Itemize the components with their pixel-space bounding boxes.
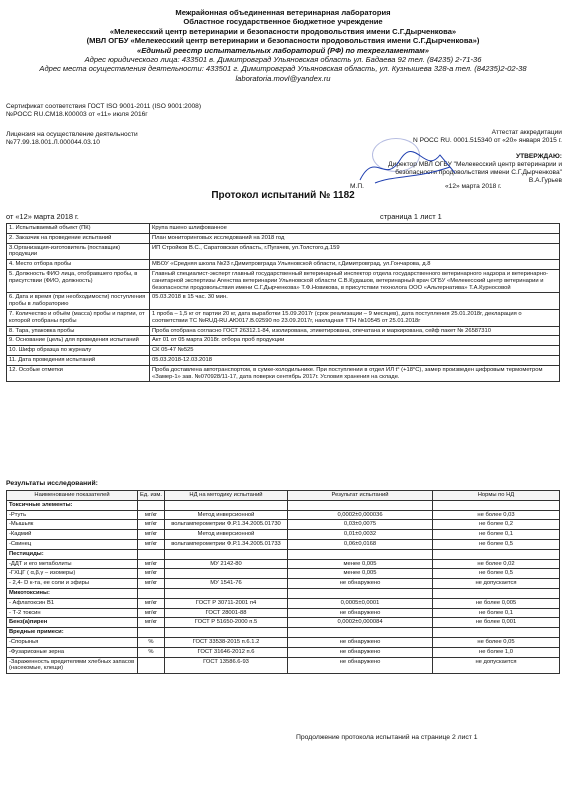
table-row (7, 559, 560, 569)
result-value (288, 549, 433, 559)
approval-date: «12» марта 2018 г. (445, 183, 502, 190)
table-row (7, 243, 560, 260)
lab-header (0, 8, 566, 83)
result-value: 0,03±0,0075 (288, 520, 433, 530)
header-line-6: Адрес юридического лица: 433501 в. Димитровград Ульяновская область ул. Бадаева 92 тел. (84235) 2-71-36 (84, 55, 482, 65)
table-row (7, 608, 560, 618)
result-method: МУ 2142-80 (165, 559, 288, 569)
result-value: 0,0002±0,000036 (288, 510, 433, 520)
table-row (7, 598, 560, 608)
result-norm: не более 0,1 (433, 608, 560, 618)
result-indicator: Вредные примеси: (7, 628, 138, 638)
result-method: МУ 1541-76 (165, 579, 288, 589)
page-number: страница 1 лист 1 (380, 212, 442, 221)
table-row (7, 569, 560, 579)
result-unit (138, 588, 165, 598)
result-indicator: Токсичные элементы: (7, 500, 138, 510)
result-norm: не более 0,2 (433, 520, 560, 530)
result-unit: мг/кг (138, 530, 165, 540)
result-unit (138, 628, 165, 638)
result-norm: не более 0,001 (433, 618, 560, 628)
result-indicator: - 2,4- D к-та, ее соли и эфиры (7, 579, 138, 589)
approval-name: В.А.Гурьев (528, 177, 562, 184)
continuation-note: Продолжение протокола испытаний на странице 2 лист 1 (296, 734, 478, 741)
table-row (7, 269, 560, 292)
sample-info-table (6, 223, 560, 382)
table-row (7, 326, 560, 336)
accreditation-line-1: Аттестат аккредитации (491, 129, 562, 136)
info-label: 8. Тара, упаковка пробы (7, 326, 150, 336)
info-value: Проба доставлена автотранспортом, в сумке-холодильнике. При поступлении в отдел ИЛ t° (+18°С), замер произведен цифровым термометром «Замер-1» зав. №070928/11-17, дата поверки сентябрь 2017г. Условия хранения на складе. (150, 365, 560, 382)
info-label: 4. Место отбора пробы (7, 260, 150, 270)
result-method: вольтамперометрии Ф.Р.1.34.2005.01730 (165, 520, 288, 530)
result-indicator: - Афлатоксин В1 (7, 598, 138, 608)
result-norm (433, 500, 560, 510)
result-value: не обнаружено (288, 647, 433, 657)
table-row (7, 336, 560, 346)
mp-label: М.П. (350, 183, 364, 190)
table-row (7, 346, 560, 356)
header-line-3: «Мелекесский центр ветеринарии и безопасности продовольствия имени С.Г.Дырченкова» (109, 26, 457, 36)
table-row (7, 657, 560, 674)
license-line-2: №77.99.18.001.Л.000044.03.10 (6, 139, 100, 146)
sample-info-body (7, 224, 560, 382)
info-value: Проба отобрана согласно ГОСТ 26312.1-84, изолирована, этикетирована, опечатана и маркирована, сейф пакет № 26587310 (150, 326, 560, 336)
result-method: ГОСТ 33538-2015 п.6.1.2 (165, 637, 288, 647)
table-row (7, 628, 560, 638)
table-row (7, 520, 560, 530)
result-value: не обнаружено (288, 608, 433, 618)
result-value: 0,0002±0,000084 (288, 618, 433, 628)
result-norm: не более 0,1 (433, 530, 560, 540)
certificate-line-1: Сертификат соответствия ГОСТ ISO 9001-2011 (ISO 9001:2008) (6, 103, 202, 110)
header-unit: Ед. изм. (138, 491, 165, 501)
result-norm: не допускается (433, 579, 560, 589)
info-label: 1. Испытываемый объект (ПК) (7, 224, 150, 234)
table-row (7, 549, 560, 559)
result-value: не обнаружено (288, 579, 433, 589)
result-value (288, 500, 433, 510)
result-value (288, 628, 433, 638)
table-row (7, 224, 560, 234)
table-row (7, 647, 560, 657)
result-method: Метод инверсионной (165, 510, 288, 520)
result-value: не обнаружено (288, 657, 433, 674)
result-indicator: -Спорынья (7, 637, 138, 647)
info-label: 9. Основание (цель) для проведения испытаний (7, 336, 150, 346)
result-indicator: -Зараженность вредителями хлебных запасов (насекомые, клещи) (7, 657, 138, 674)
result-method: ГОСТ Р 51650-2000 п.5 (165, 618, 288, 628)
result-norm: не более 1,0 (433, 647, 560, 657)
result-indicator: -Ртуть (7, 510, 138, 520)
result-indicator: -ГХЦГ ( α,β,γ – изомеры) (7, 569, 138, 579)
table-row (7, 530, 560, 540)
approval-line-1: Директор МВЛ ОГБУ "Мелекесский центр ветеринарии и (388, 161, 562, 168)
info-value: План мониторинговых исследований на 2018 год (150, 233, 560, 243)
result-indicator: -Свинец (7, 539, 138, 549)
result-norm: не более 0,5 (433, 539, 560, 549)
result-norm (433, 628, 560, 638)
result-unit: мг/кг (138, 579, 165, 589)
result-method: ГОСТ Р 30711-2001 п4 (165, 598, 288, 608)
info-label: 5. Должность ФИО лица, отобравшего пробы, в присутствии (ФИО, должность) (7, 269, 150, 292)
result-indicator: -Кадмий (7, 530, 138, 540)
table-row (7, 588, 560, 598)
approval-title: УТВЕРЖДАЮ: (515, 153, 562, 160)
result-indicator: -ДДТ и его метаболиты (7, 559, 138, 569)
table-row (7, 618, 560, 628)
info-label: 11. Дата проведения испытаний (7, 355, 150, 365)
header-line-7: Адрес места осуществления деятельности: 433501 г. Димитровград Ульяновская область, ул. Кузнышева 328-а тел. (84235)2-02-38 (39, 64, 527, 74)
info-label: 6. Дата и время (при необходимости) поступления пробы в лабораторию (7, 293, 150, 310)
result-value (288, 588, 433, 598)
accreditation-block (300, 129, 562, 145)
result-unit: мг/кг (138, 598, 165, 608)
result-indicator: Бенз(а)пирен (7, 618, 138, 628)
header-result: Результат испытаний (288, 491, 433, 501)
header-line-5: «Единый реестр испытательных лабораторий (РФ) по техрегламентам» (136, 45, 430, 55)
table-row (7, 365, 560, 382)
result-unit: % (138, 637, 165, 647)
table-row (7, 233, 560, 243)
result-norm: не более 0,05 (433, 637, 560, 647)
result-norm (433, 588, 560, 598)
certificate-line-2: №РОСС RU.СМ18.К00003 от «11» июля 2016г (6, 111, 148, 118)
table-row (7, 309, 560, 326)
info-label: 7. Количество и объём (масса) пробы и партии, от которой отобраны пробы (7, 309, 150, 326)
result-value: 0,0005±0,0001 (288, 598, 433, 608)
result-unit: мг/кг (138, 608, 165, 618)
result-method: Метод инверсионной (165, 530, 288, 540)
result-method (165, 549, 288, 559)
result-unit: мг/кг (138, 510, 165, 520)
header-indicator: Наименование показателей (7, 491, 138, 501)
results-body (7, 500, 560, 673)
info-label: 12. Особые отметки (7, 365, 150, 382)
result-indicator: -Мышьяк (7, 520, 138, 530)
result-norm: не более 0,005 (433, 598, 560, 608)
results-header-row (7, 491, 560, 501)
result-method: вольтамперометрии Ф.Р.1.34.2005.01733 (165, 539, 288, 549)
result-method: ГОСТ 13586.6-93 (165, 657, 288, 674)
info-value: ИП Стройков В.С., Саратовская область, г.Пугачев, ул.Толстого,д.159 (150, 243, 560, 260)
result-method (165, 569, 288, 579)
accreditation-line-2: N РОСС RU. 0001.515340 от «20» января 2015 г. (413, 137, 562, 144)
result-value: менее 0,005 (288, 569, 433, 579)
result-norm: не более 0,03 (433, 510, 560, 520)
result-method: ГОСТ 31646-2012 п.6 (165, 647, 288, 657)
result-method (165, 628, 288, 638)
result-norm: не более 0,02 (433, 559, 560, 569)
result-method: ГОСТ 28001-88 (165, 608, 288, 618)
result-unit: мг/кг (138, 569, 165, 579)
result-indicator: Пестициды: (7, 549, 138, 559)
table-row (7, 539, 560, 549)
approval-line-2: безопасности продовольствия имени С.Г.Дырченкова" (395, 169, 562, 176)
table-row (7, 500, 560, 510)
result-indicator: -Фузариозные зерна (7, 647, 138, 657)
result-indicator: Микотоксины: (7, 588, 138, 598)
result-unit: % (138, 647, 165, 657)
info-label: 2. Заказчик на проведение испытаний (7, 233, 150, 243)
header-email: laboratoria.movl@yandex.ru (235, 73, 331, 83)
info-value: 1 проба – 1,5 кг от партии 20 кг, дата выработки 15.09.2017г (срок реализации – 9 месяцев), дата поступления 25.01.2018г, декларация о соответствии ТС №RUД-RU.АЮ017.В.02590 по 23.09.2017г, накладная ТТН №10545 от 25.01.2018г (150, 309, 560, 326)
result-value: менее 0,005 (288, 559, 433, 569)
table-row (7, 293, 560, 310)
info-label: 10. Шифр образца по журналу (7, 346, 150, 356)
header-method: НД на методику испытаний (165, 491, 288, 501)
result-unit: мг/кг (138, 539, 165, 549)
results-table (6, 490, 560, 674)
protocol-date: от «12» марта 2018 г. (6, 212, 79, 221)
result-method (165, 588, 288, 598)
table-row (7, 510, 560, 520)
info-value: Акт 01 от 05 марта 2018г. отбора проб продукции (150, 336, 560, 346)
table-row (7, 637, 560, 647)
result-indicator: - Т-2 токсин (7, 608, 138, 618)
result-norm: не более 0,5 (433, 569, 560, 579)
results-label: Результаты исследований: (6, 480, 98, 487)
header-norm: Нормы по НД (433, 491, 560, 501)
header-line-2: Областное государственное бюджетное учреждение (183, 17, 383, 27)
protocol-title: Протокол испытаний № 1182 (211, 190, 355, 201)
header-line-1: Межрайонная объединенная ветеринарная лаборатория (175, 8, 391, 17)
info-value: МБОУ «Средняя школа №23 г.Димитровграда Ульяновской области, г.Димитровград, ул.Гончарова, д.8 (150, 260, 560, 270)
info-value: 05.03.2018 в 15 час. 30 мин. (150, 293, 560, 310)
info-value: Крупа пшено шлифованное (150, 224, 560, 234)
result-unit: мг/кг (138, 618, 165, 628)
result-unit (138, 500, 165, 510)
result-method (165, 500, 288, 510)
table-row (7, 260, 560, 270)
info-label: 3.Организация-изготовитель (поставщик) продукции (7, 243, 150, 260)
signature-icon (355, 145, 465, 190)
result-norm (433, 549, 560, 559)
table-row (7, 579, 560, 589)
result-unit: мг/кг (138, 520, 165, 530)
info-value: Главный специалист-эксперт главный государственный ветеринарный инспектор отдела государственного ветеринарного надзора и ветеринарно-санитарной экспертизы Агенства ветеринарии Ульяновской области С.В.Кудашов, ветеринарный врач ОГБУ «Мелекесский центр ветеринарии и безопасности продовольствия имени С.Г.Дырченкова» Т.Ф.Новикова, в присутствии технолога ООО «Альтернатива» Т.А.Курносовой (150, 269, 560, 292)
result-value: не обнаружено (288, 637, 433, 647)
table-row (7, 355, 560, 365)
result-unit: мг/кг (138, 559, 165, 569)
result-unit (138, 657, 165, 674)
header-line-4: (МВЛ ОГБУ «Мелекесский центр ветеринарии и безопасности продовольствия имени С.Г.Дырченкова») (86, 36, 480, 46)
result-value: 0,06±0,0168 (288, 539, 433, 549)
result-norm: не допускается (433, 657, 560, 674)
license-line-1: Лицензия на осуществление деятельности (6, 131, 138, 138)
result-unit (138, 549, 165, 559)
result-value: 0,01±0,0032 (288, 530, 433, 540)
certificate-block (6, 103, 266, 147)
info-value: 05.03.2018-12.03.2018 (150, 355, 560, 365)
info-value: СК 05-47 №525 (150, 346, 560, 356)
